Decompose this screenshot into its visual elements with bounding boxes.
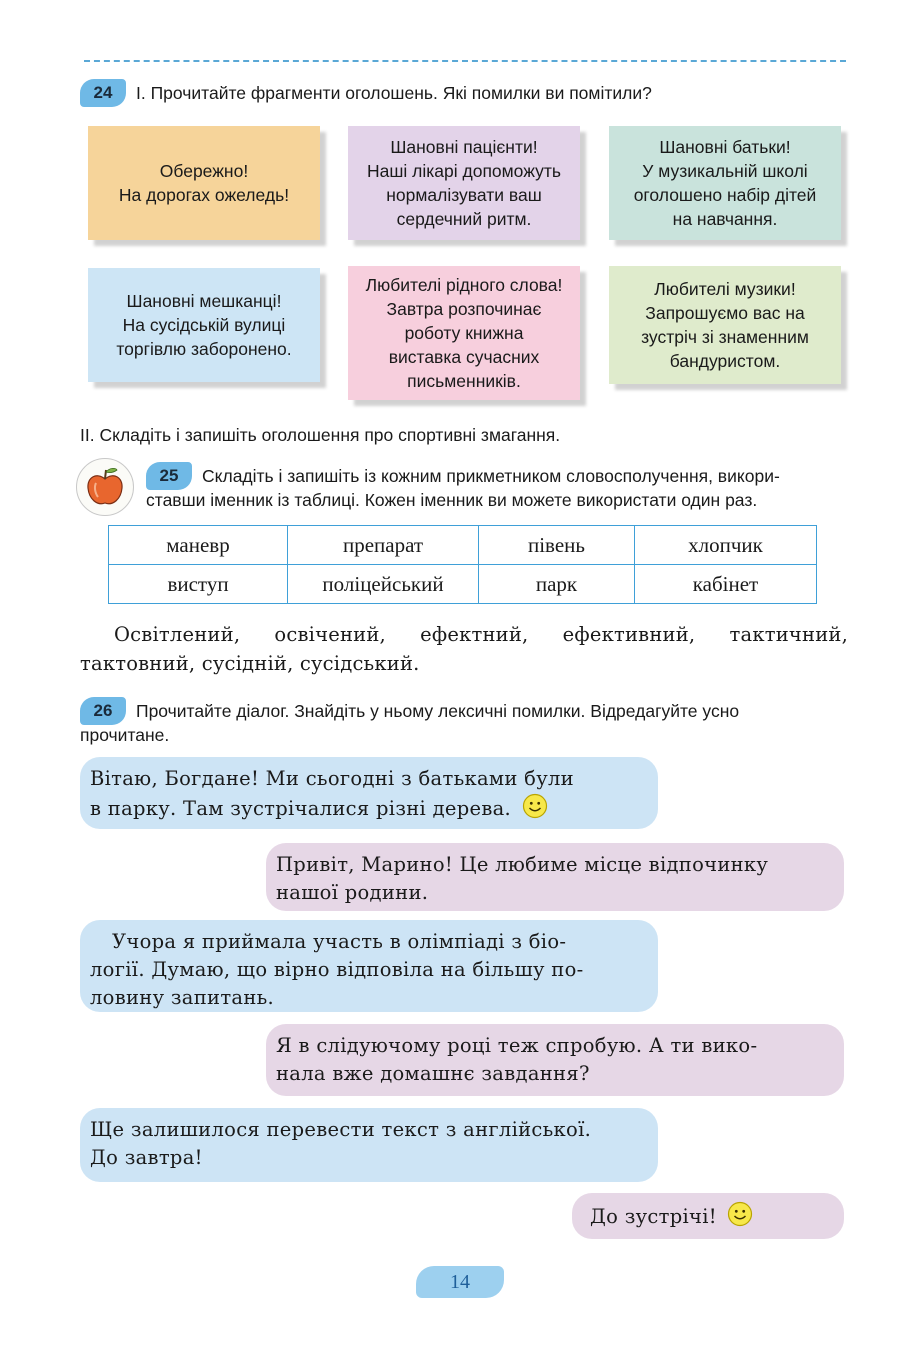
notice-line: на навчання. [672,209,778,229]
dialog-line: Привіт, Марино! Це любиме місце відпочинку [276,853,769,876]
exercise-25-badge: 25 [146,462,192,490]
notice-line: Шановні пацієнти! [390,137,538,157]
notice-card [88,126,320,240]
dialog-bubble [80,920,658,1012]
notice-line: Наші лікарі допоможуть [366,161,562,181]
notice-line: У музикальній школі [642,161,808,181]
dialog-bubble [572,1193,844,1239]
dialog-line: Ще залишилося перевести текст з англійської. [90,1118,592,1141]
table-cell: півень [479,526,635,565]
smiley-icon [727,1201,753,1227]
exercise-26-task-line1: Прочитайте діалог. Знайдіть у ньому лексичні помилки. Відредагуйте усно [136,701,740,721]
dialog-line: в парку. Там зустрічалися різні дерева. [90,797,512,820]
table-row [109,565,817,604]
notice-line: сердечний ритм. [396,209,532,229]
notice-line: Любителі музики! [654,279,796,299]
table-cell: маневр [109,526,288,565]
notice-line: На дорогах ожеледь! [118,185,290,205]
notice-line: Шановні батьки! [659,137,791,157]
table-cell: хлопчик [635,526,817,565]
adjectives-line: тактовний, сусідній, сусідський. [80,652,420,675]
notice-line: На сусідській вулиці [122,315,286,335]
notice-line: виставка сучасних [388,347,540,367]
notice-line: роботу книжна [404,323,524,343]
dialog-bubble [80,1108,658,1182]
dialog-line: нала вже домашнє завдання? [276,1062,590,1085]
notice-line: Обережно! [159,161,249,181]
notice-line: бандуристом. [669,351,781,371]
notice-card [609,126,841,240]
top-dashed-divider [84,60,846,62]
adjectives-text [80,620,848,678]
smiley-icon [522,793,548,819]
nouns-table [108,525,817,604]
dialog-line: Учора я приймала участь в олімпіаді з біо- [112,930,567,953]
table-cell: виступ [109,565,288,604]
exercise-24-task-part2: ІІ. Складіть і запишіть оголошення про спортивні змагання. [80,425,561,445]
dialog-bubble [266,1024,844,1096]
notice-line: зустріч зі знаменним [641,327,809,347]
notice-line: письменників. [407,371,521,391]
notice-card [88,268,320,382]
notice-card [348,266,580,400]
dialog-line: Вітаю, Богдане! Ми сьогодні з батьками були [90,767,574,790]
dialog-line: логії. Думаю, що вірно відповіла на більшу по- [90,958,584,981]
exercise-24-badge: 24 [80,79,126,107]
exercise-26-task-line2: прочитане. [80,725,170,745]
dialog-line: Я в слідуючому році теж спробую. А ти вико- [276,1034,758,1057]
exercise-25-task-line1: Складіть і запишіть із кожним прикметником словосполучення, викори- [202,466,780,486]
adjectives-line: Освітлений, освічений, ефектний, ефективний, тактичний, [114,623,848,646]
notice-card [348,126,580,240]
table-cell: кабінет [635,565,817,604]
notice-card [609,266,841,384]
dialog-line: До зустрічі! [590,1205,717,1228]
table-cell: поліцейський [288,565,479,604]
notice-line: нормалізувати ваш [386,185,542,205]
exercise-25-task-line2: ставши іменник із таблиці. Кожен іменник ви можете використати один раз. [146,490,758,510]
dialog-line: нашої родини. [276,881,429,904]
notice-line: Шановні мешканці! [126,291,282,311]
notice-line: торгівлю заборонено. [116,339,292,359]
apple-icon [76,458,134,516]
dialog-bubble [80,757,658,829]
page-number: 14 [416,1266,504,1298]
dialog-line: ловину запитань. [90,986,275,1009]
table-cell: парк [479,565,635,604]
notice-line: Завтра розпочинає [386,299,542,319]
dialog-bubble [266,843,844,911]
table-cell: препарат [288,526,479,565]
table-row [109,526,817,565]
notice-line: оголошено набір дітей [633,185,817,205]
exercise-26-badge: 26 [80,697,126,725]
notice-line: Запрошуємо вас на [645,303,805,323]
dialog-line: До завтра! [90,1146,203,1169]
notice-line: Любителі рідного слова! [365,275,563,295]
exercise-24-task: І. Прочитайте фрагменти оголошень. Які помилки ви помітили? [136,83,652,103]
